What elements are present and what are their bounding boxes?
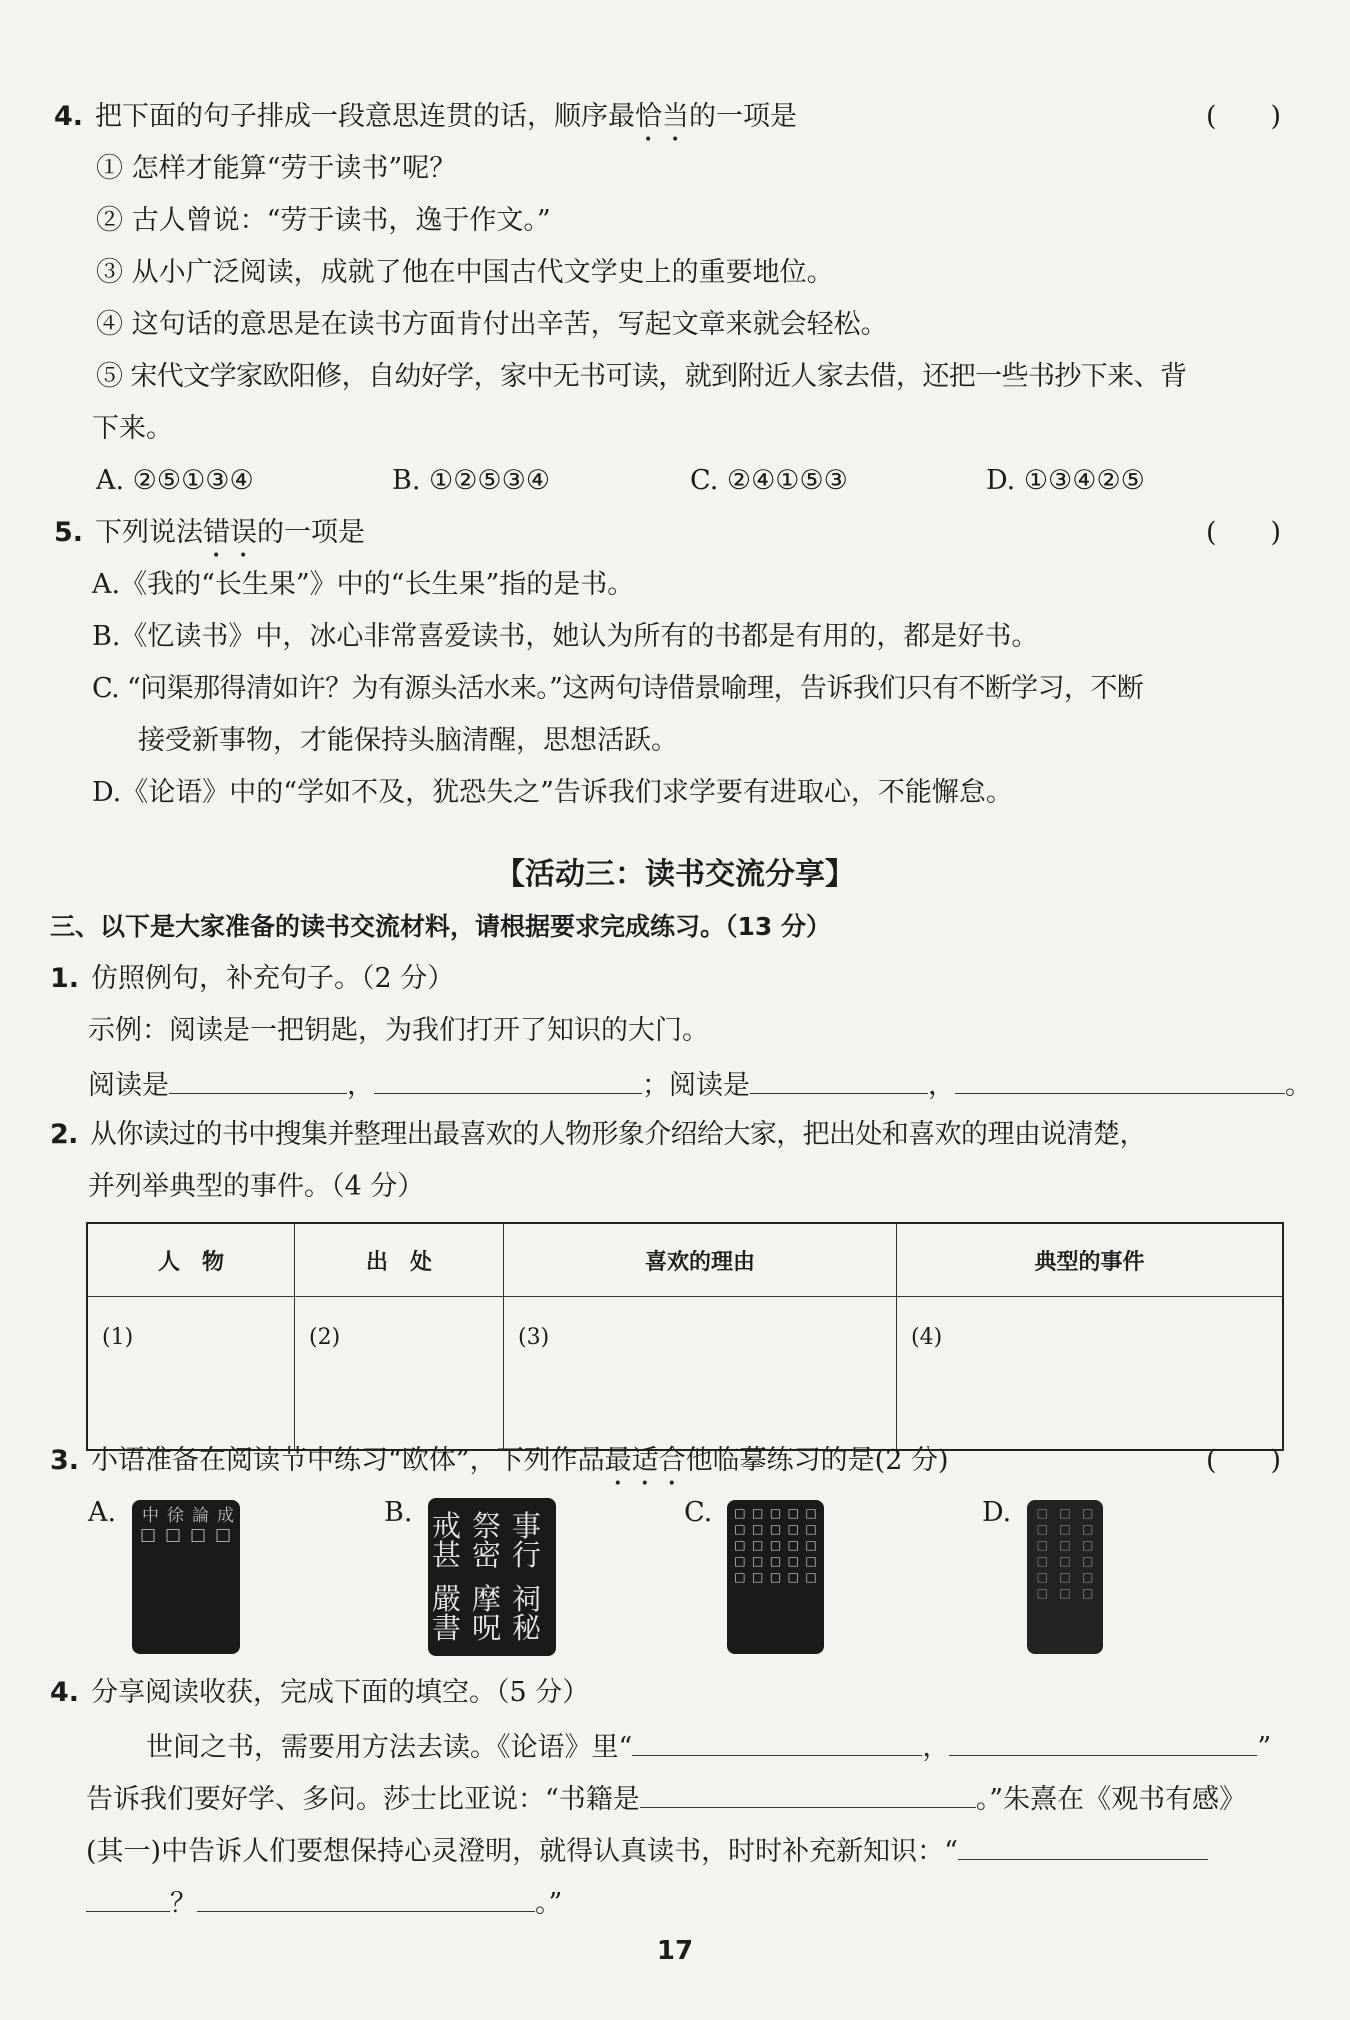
s3-q3-label-d[interactable]: D. — [982, 1497, 1012, 1528]
s3-q4-blank-2[interactable] — [949, 1725, 1257, 1756]
calligraphy-image-a[interactable]: 成□ 論□ 徐□ 中□ — [132, 1500, 240, 1654]
s3-q1-fill-line: 阅读是 ， ；阅读是 ， 。 — [88, 1063, 1312, 1106]
s3-q4-stem: 4. 分享阅读收获，完成下面的填空。（5 分） — [50, 1677, 590, 1708]
s3-q4-blank-5[interactable] — [197, 1881, 535, 1912]
table-cell-reason[interactable]: (3) — [504, 1297, 897, 1451]
q4-option-c[interactable]: C. ②④①⑤③ — [690, 465, 848, 496]
calligraphy-image-b[interactable]: 事行 祠秘 祭密 摩呪 戒甚 嚴書 — [428, 1498, 556, 1656]
q4-sentence-2: ② 古人曾说：“劳于读书，逸于作文。” — [96, 205, 551, 236]
s3-q2-stem: 2. 从你读过的书中搜集并整理出最喜欢的人物形象介绍给大家，把出处和喜欢的理由说清楚， — [50, 1119, 1146, 1150]
s3-q3-label-c[interactable]: C. — [684, 1497, 713, 1528]
s3-q4-line-4: ？ 。” — [86, 1881, 562, 1924]
table-cell-source[interactable]: (2) — [295, 1297, 504, 1451]
q4-sentence-5-cont: 下来。 — [92, 413, 173, 444]
table-header-character: 人 物 — [87, 1223, 295, 1297]
s3-q1-blank-4[interactable] — [955, 1063, 1285, 1094]
q5-option-c[interactable]: C. “问渠那得清如许？为有源头活水来。”这两句诗借景喻理，告诉我们只有不断学习，不断 — [92, 673, 1144, 704]
s3-q4-blank-1[interactable] — [632, 1725, 922, 1756]
section3-title: 三、以下是大家准备的读书交流材料，请根据要求完成练习。（13 分） — [50, 912, 831, 941]
table-cell-event[interactable]: (4) — [897, 1297, 1284, 1451]
s3-q4-blank-4-cont[interactable] — [86, 1881, 170, 1912]
q5-option-d[interactable]: D.《论语》中的“学如不及，犹恐失之”告诉我们求学要有进取心，不能懈怠。 — [92, 777, 1013, 808]
s3-q3-label-a[interactable]: A. — [88, 1497, 117, 1528]
table-header-source: 出 处 — [295, 1223, 504, 1297]
s3-q2-stem-cont: 并列举典型的事件。（4 分） — [88, 1171, 425, 1202]
q4-answer-paren[interactable]: ( ) — [1206, 101, 1282, 132]
q4-option-a[interactable]: A. ②⑤①③④ — [96, 465, 254, 496]
s3-q4-blank-3[interactable] — [640, 1777, 976, 1808]
q4-sentence-5: ⑤ 宋代文学家欧阳修，自幼好学，家中无书可读，就到附近人家去借，还把一些书抄下来、背 — [96, 361, 1187, 392]
q4-sentence-4: ④ 这句话的意思是在读书方面肯付出辛苦，写起文章来就会轻松。 — [96, 309, 888, 340]
q4-stem: 4. 把下面的句子排成一段意思连贯的话，顺序最恰当的一项是 — [54, 101, 798, 132]
s3-q4-line-3: (其一)中告诉人们要想保持心灵澄明，就得认真读书，时时补充新知识：“ — [86, 1829, 1208, 1872]
s3-q3-label-b[interactable]: B. — [384, 1497, 413, 1528]
table-header-reason: 喜欢的理由 — [504, 1223, 897, 1297]
s3-q3-answer-paren[interactable]: ( ) — [1206, 1445, 1282, 1476]
page-number: 17 — [656, 1936, 694, 1966]
q5-stem: 5. 下列说法错误的一项是 — [54, 517, 366, 548]
q5-answer-paren[interactable]: ( ) — [1206, 517, 1282, 548]
calligraphy-image-d[interactable]: □□□□□□ □□□□□□ □□□□□□ — [1027, 1500, 1103, 1654]
calligraphy-image-c[interactable]: □□□□□ □□□□□ □□□□□ □□□□□ □□□□□ — [727, 1500, 824, 1654]
s3-q4-line-2: 告诉我们要好学、多问。莎士比亚说：“书籍是 。”朱熹在《观书有感》 — [86, 1777, 1246, 1820]
s3-q1-blank-1[interactable] — [169, 1063, 347, 1094]
q5-option-a[interactable]: A.《我的“长生果”》中的“长生果”指的是书。 — [92, 569, 635, 600]
q4-sentence-3: ③ 从小广泛阅读，成就了他在中国古代文学史上的重要地位。 — [96, 257, 834, 288]
s3-q1-blank-2[interactable] — [374, 1063, 642, 1094]
s3-q1-stem: 1. 仿照例句，补充句子。（2 分） — [50, 963, 455, 994]
table-cell-character[interactable]: (1) — [87, 1297, 295, 1451]
character-table — [86, 1222, 1284, 1451]
q5-option-b[interactable]: B.《忆读书》中，冰心非常喜爱读书，她认为所有的书都是有用的，都是好书。 — [92, 621, 1039, 652]
q5-option-c-cont: 接受新事物，才能保持头脑清醒，思想活跃。 — [138, 725, 678, 756]
s3-q3-stem: 3. 小语准备在阅读节中练习“欧体”，下列作品最适合他临摹练习的是(2 分) — [50, 1445, 949, 1476]
activity-heading: 【活动三：读书交流分享】 — [495, 857, 855, 892]
q4-sentence-1: ① 怎样才能算“劳于读书”呢？ — [96, 153, 457, 184]
s3-q4-blank-4[interactable] — [958, 1829, 1208, 1860]
s3-q1-example: 示例：阅读是一把钥匙，为我们打开了知识的大门。 — [88, 1015, 709, 1046]
q4-option-d[interactable]: D. ①③④②⑤ — [986, 465, 1145, 496]
s3-q4-line-1: 世间之书，需要用方法去读。《论语》里“ ， ” — [146, 1725, 1271, 1768]
table-header-event: 典型的事件 — [897, 1223, 1284, 1297]
s3-q1-blank-3[interactable] — [750, 1063, 928, 1094]
q4-option-b[interactable]: B. ①②⑤③④ — [392, 465, 551, 496]
